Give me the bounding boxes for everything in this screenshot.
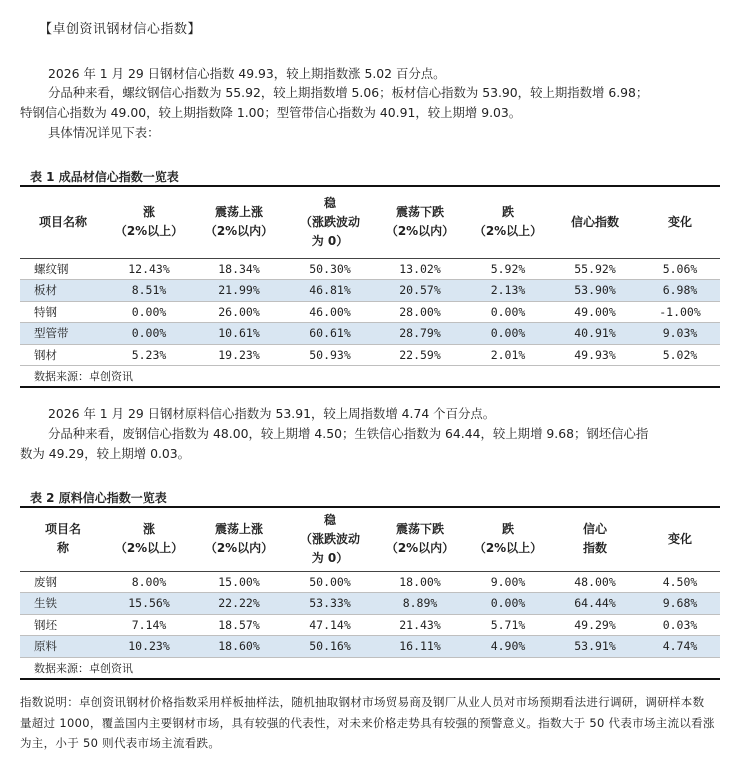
table-cell: 0.00%	[106, 323, 192, 345]
table-cell: 5.71%	[466, 614, 550, 636]
table-cell: 8.89%	[374, 593, 466, 615]
table-cell: 16.11%	[374, 636, 466, 658]
table-cell: 2.01%	[466, 344, 550, 366]
table-cell: 18.57%	[192, 614, 286, 636]
table-cell: 50.16%	[286, 636, 374, 658]
table-cell: 60.61%	[286, 323, 374, 345]
table-cell: 5.02%	[640, 344, 720, 366]
table1-header-cell: 变化	[640, 186, 720, 258]
table-cell: 7.14%	[106, 614, 192, 636]
table-row	[20, 571, 720, 593]
table-cell: 18.00%	[374, 571, 466, 593]
table-cell: 8.51%	[106, 280, 192, 302]
table2-title: 表 2 原料信心指数一览表	[30, 491, 167, 505]
table-cell: 28.79%	[374, 323, 466, 345]
table-row	[20, 636, 720, 658]
table-cell: 6.98%	[640, 280, 720, 302]
table1	[20, 185, 720, 388]
row-label: 钢坯	[20, 614, 106, 636]
row-label: 型管带	[20, 323, 106, 345]
table2-header-cell: 震荡上涨 （2%以内）	[192, 507, 286, 571]
table-row	[20, 280, 720, 302]
row-label: 板材	[20, 280, 106, 302]
table-row	[20, 593, 720, 615]
middle-line-2: 分品种来看，废钢信心指数为 48.00，较上期增 4.50；生铁信心指数为 64.44，较上期增 9.68；钢坯信心指	[48, 426, 649, 441]
table1-header-cell: 稳 （涨跌波动 为 0）	[286, 186, 374, 258]
table-cell: 5.23%	[106, 344, 192, 366]
table-cell: 50.30%	[286, 258, 374, 280]
table-cell: 28.00%	[374, 301, 466, 323]
table-cell: 4.74%	[640, 636, 720, 658]
table-cell: 21.99%	[192, 280, 286, 302]
intro-line-4: 具体情况详见下表：	[48, 125, 160, 140]
table-cell: 12.43%	[106, 258, 192, 280]
table-cell: 0.00%	[466, 323, 550, 345]
table-cell: 53.91%	[550, 636, 640, 658]
table-row	[20, 344, 720, 366]
table-cell: 0.00%	[466, 593, 550, 615]
table-source-row	[20, 657, 720, 679]
table2-header-cell: 项目名 称	[20, 507, 106, 571]
table-cell: 64.44%	[550, 593, 640, 615]
table-cell: 15.00%	[192, 571, 286, 593]
table-cell: 5.92%	[466, 258, 550, 280]
table-cell: 22.59%	[374, 344, 466, 366]
table-row	[20, 614, 720, 636]
data-source: 数据来源：卓创资讯	[20, 657, 720, 679]
table1-header-cell: 跌 （2%以上）	[466, 186, 550, 258]
table-cell: 49.29%	[550, 614, 640, 636]
table-cell: 19.23%	[192, 344, 286, 366]
intro-line-3: 特钢信心指数为 49.00，较上期指数降 1.00；型管带信心指数为 40.91，较上期增 9.03。	[20, 105, 522, 120]
table2-header-cell: 信心 指数	[550, 507, 640, 571]
table-cell: 53.90%	[550, 280, 640, 302]
table-cell: 9.03%	[640, 323, 720, 345]
table-cell: 4.50%	[640, 571, 720, 593]
row-label: 钢材	[20, 344, 106, 366]
table-cell: 8.00%	[106, 571, 192, 593]
table2-header-cell: 震荡下跌 （2%以内）	[374, 507, 466, 571]
table-cell: 22.22%	[192, 593, 286, 615]
table-row	[20, 301, 720, 323]
table1-header-cell: 震荡下跌 （2%以内）	[374, 186, 466, 258]
table-cell: 20.57%	[374, 280, 466, 302]
table2-header-cell: 稳 （涨跌波动 为 0）	[286, 507, 374, 571]
table-cell: 55.92%	[550, 258, 640, 280]
table-cell: -1.00%	[640, 301, 720, 323]
table-cell: 5.06%	[640, 258, 720, 280]
row-label: 生铁	[20, 593, 106, 615]
table-row	[20, 258, 720, 280]
table-cell: 26.00%	[192, 301, 286, 323]
table1-header-cell: 项目名称	[20, 186, 106, 258]
row-label: 废钢	[20, 571, 106, 593]
table-row	[20, 323, 720, 345]
table-cell: 40.91%	[550, 323, 640, 345]
table-cell: 18.60%	[192, 636, 286, 658]
row-label: 特钢	[20, 301, 106, 323]
table-cell: 46.00%	[286, 301, 374, 323]
table-cell: 10.61%	[192, 323, 286, 345]
table1-title: 表 1 成品材信心指数一览表	[30, 170, 179, 184]
table-cell: 0.03%	[640, 614, 720, 636]
intro-line-1: 2026 年 1 月 29 日钢材信心指数 49.93，较上期指数涨 5.02 百分点。	[48, 66, 446, 81]
table-cell: 50.93%	[286, 344, 374, 366]
table-cell: 48.00%	[550, 571, 640, 593]
table-cell: 47.14%	[286, 614, 374, 636]
table-cell: 50.00%	[286, 571, 374, 593]
table-cell: 4.90%	[466, 636, 550, 658]
table-cell: 49.93%	[550, 344, 640, 366]
intro-line-2: 分品种来看，螺纹钢信心指数为 55.92，较上期指数增 5.06；板材信心指数为 53.90，较上期指数增 6.98；	[48, 85, 649, 100]
table2-header-cell: 跌 （2%以上）	[466, 507, 550, 571]
table1-header-cell: 涨 （2%以上）	[106, 186, 192, 258]
table-cell: 9.68%	[640, 593, 720, 615]
table-cell: 2.13%	[466, 280, 550, 302]
row-label: 原料	[20, 636, 106, 658]
table-cell: 49.00%	[550, 301, 640, 323]
table-cell: 9.00%	[466, 571, 550, 593]
table-cell: 21.43%	[374, 614, 466, 636]
data-source: 数据来源：卓创资讯	[20, 366, 720, 388]
table-cell: 13.02%	[374, 258, 466, 280]
table-source-row	[20, 366, 720, 388]
row-label: 螺纹钢	[20, 258, 106, 280]
middle-line-1: 2026 年 1 月 29 日钢材原料信心指数为 53.91，较上周指数增 4.74 个百分点。	[48, 406, 496, 421]
table-cell: 18.34%	[192, 258, 286, 280]
page-title: 【卓创资讯钢材信心指数】	[39, 22, 202, 37]
table2-header-cell: 变化	[640, 507, 720, 571]
table1-header-cell: 信心指数	[550, 186, 640, 258]
table2	[20, 506, 720, 680]
table-cell: 46.81%	[286, 280, 374, 302]
table-cell: 53.33%	[286, 593, 374, 615]
table1-header-cell: 震荡上涨 （2%以内）	[192, 186, 286, 258]
middle-line-3: 数为 49.29，较上期增 0.03。	[20, 446, 191, 461]
table-cell: 15.56%	[106, 593, 192, 615]
table-cell: 0.00%	[466, 301, 550, 323]
table2-header-cell: 涨 （2%以上）	[106, 507, 192, 571]
table-cell: 0.00%	[106, 301, 192, 323]
index-note: 指数说明：卓创资讯钢材价格指数采用样板抽样法，随机抽取钢材市场贸易商及钢厂从业人员对市场预期看法进行调研，调研样本数量超过 1000，覆盖国内主要钢材市场，具有较强的代表性，对未来价格走势具有较强的预警意义。指数大于 50 代表市场主流以看涨为主，小于 50 则代表市场主流看跌。	[20, 695, 715, 750]
table-cell: 10.23%	[106, 636, 192, 658]
